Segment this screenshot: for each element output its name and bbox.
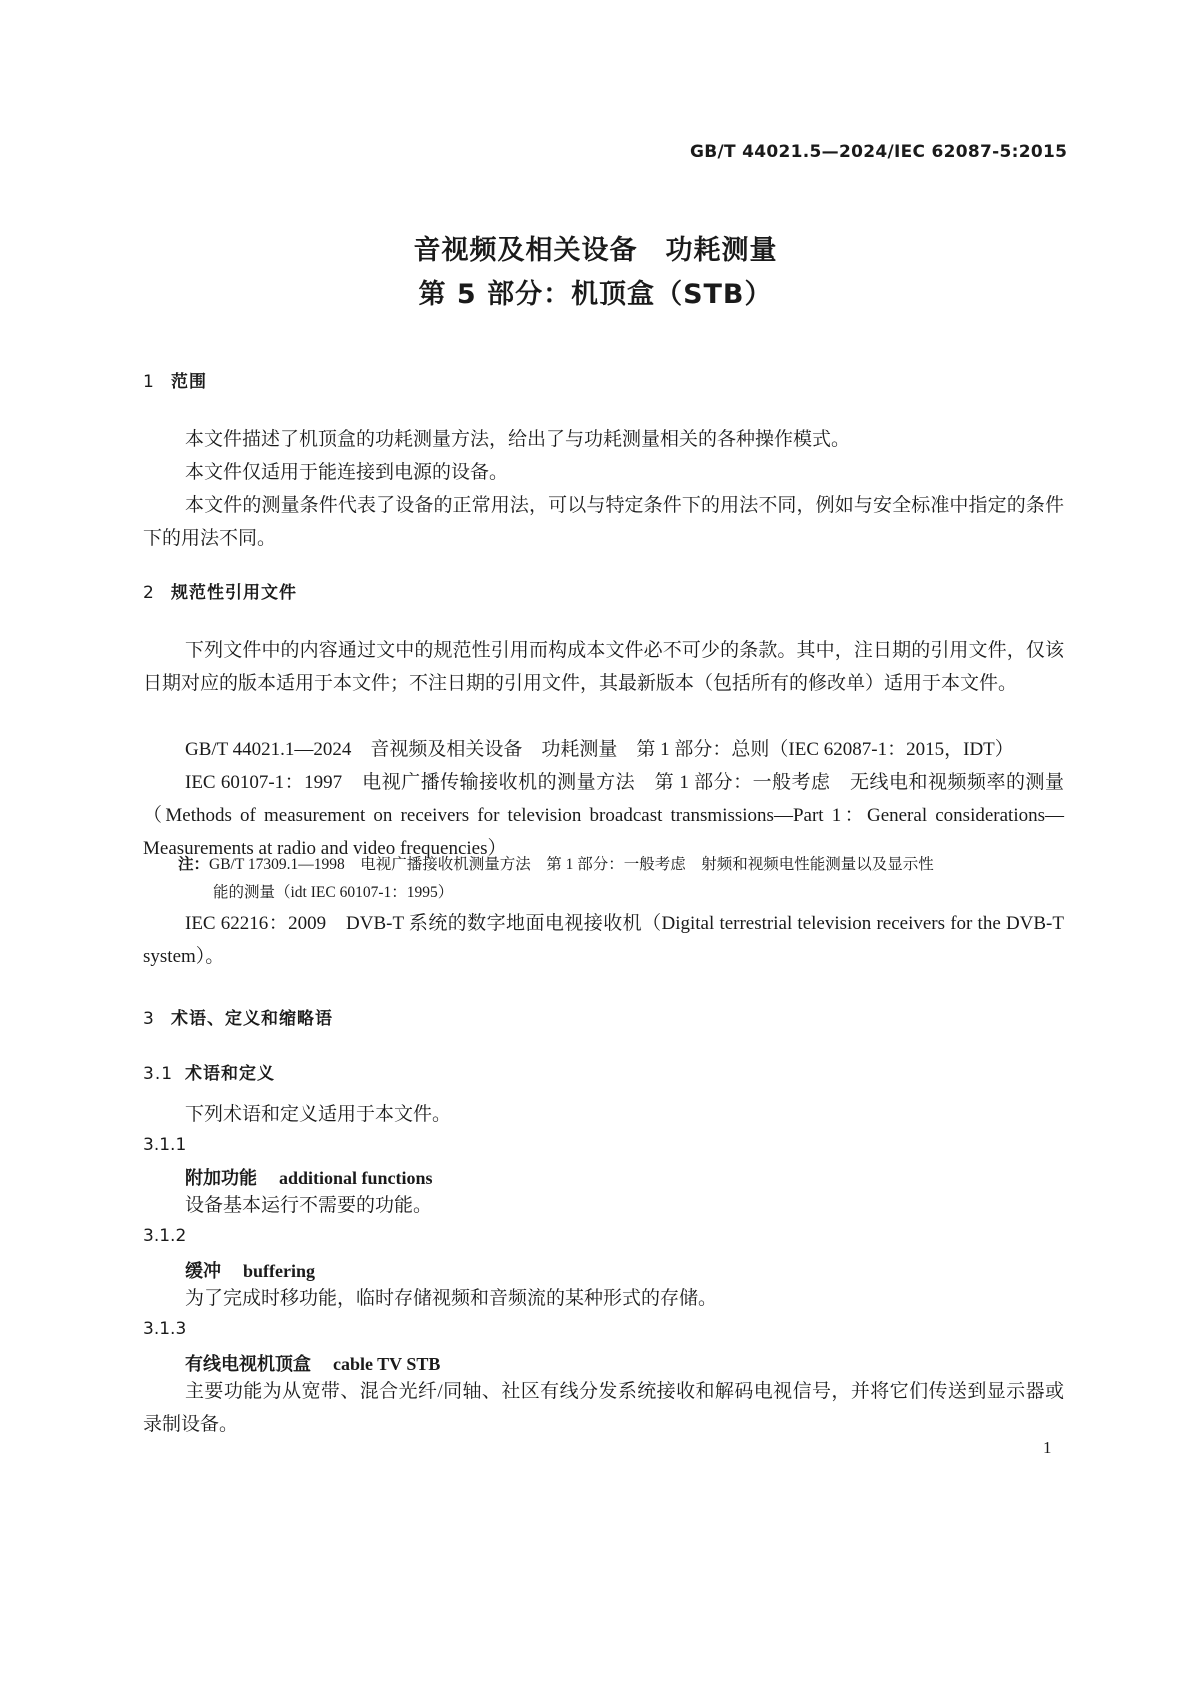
subsection-title: 术语和定义 (185, 1064, 275, 1084)
term-en: additional functions (279, 1168, 433, 1188)
section-2-intro: 下列文件中的内容通过文中的规范性引用而构成本文件必不可少的条款。其中，注日期的引用文件，仅该日期对应的版本适用于本文件；不注日期的引用文件，其最新版本（包括所有的修改单）适用于本文件。 (143, 640, 1064, 694)
subsection-intro: 下列术语和定义适用于本文件。 (185, 1104, 452, 1125)
page-number: 1 (1043, 1438, 1052, 1457)
section-1-heading (143, 367, 207, 392)
standard-number-header: GB/T 44021.5—2024/IEC 62087-5:2015 (690, 142, 1068, 162)
subsection-3-1-heading (143, 1059, 275, 1084)
note-text: GB/T 17309.1—1998 电视广播接收机测量方法 第 1 部分：一般考虑 射频和视频电性能测量以及显示性 (209, 856, 934, 873)
term-definition: 为了完成时移功能，临时存储视频和音频流的某种形式的存储。 (185, 1288, 718, 1309)
term-definition: 主要功能为从宽带、混合光纤/同轴、社区有线分发系统接收和解码电视信号，并将它们传送到显示器或录制设备。 (143, 1381, 1064, 1435)
term-definition: 设备基本运行不需要的功能。 (185, 1195, 433, 1216)
term-number: 3.1.3 (143, 1319, 187, 1339)
term-en: buffering (243, 1261, 315, 1281)
term-zh: 缓冲 (185, 1261, 221, 1282)
term-en: cable TV STB (333, 1354, 441, 1374)
section-number: 3 (143, 1009, 155, 1029)
term-zh: 有线电视机顶盒 (185, 1354, 311, 1375)
term-heading (185, 1257, 315, 1283)
normative-reference: GB/T 44021.1—2024 音视频及相关设备 功耗测量 第 1 部分：总则（IEC 62087-1：2015，IDT） (185, 739, 1014, 760)
section-number: 1 (143, 372, 155, 392)
term-number: 3.1.1 (143, 1135, 187, 1155)
section-2-heading (143, 578, 297, 603)
section-1-paragraph: 本文件描述了机顶盒的功耗测量方法，给出了与功耗测量相关的各种操作模式。 (185, 429, 851, 450)
term-zh: 附加功能 (185, 1168, 257, 1189)
document-title-line2: 第 5 部分：机顶盒（STB） (418, 279, 773, 310)
section-title: 术语、定义和缩略语 (171, 1009, 333, 1029)
section-number: 2 (143, 583, 155, 603)
section-3-heading (143, 1004, 333, 1029)
term-heading (185, 1164, 433, 1190)
section-1-paragraph: 本文件仅适用于能连接到电源的设备。 (185, 462, 509, 483)
normative-reference: IEC 60107-1：1997 电视广播传输接收机的测量方法 第 1 部分：一般考虑 无线电和视频频率的测量（Methods of measurement on receivers for television broadcast transmissions—Part 1：General considerations—Measurements at radio and video frequencies） (143, 772, 1064, 859)
note-label: 注： (178, 855, 210, 873)
normative-reference: IEC 62216：2009 DVB-T 系统的数字地面电视接收机（Digital terrestrial television receivers for the DVB-T system）。 (143, 913, 1064, 967)
subsection-number: 3.1 (143, 1064, 174, 1084)
reference-note-continued: 能的测量（idt IEC 60107-1：1995） (213, 884, 454, 901)
section-title: 范围 (171, 372, 207, 392)
section-1-paragraph: 本文件的测量条件代表了设备的正常用法，可以与特定条件下的用法不同，例如与安全标准中指定的条件下的用法不同。 (143, 495, 1064, 549)
section-title: 规范性引用文件 (171, 583, 297, 603)
term-heading (185, 1350, 440, 1376)
document-title-line1: 音视频及相关设备 功耗测量 (413, 235, 778, 266)
term-number: 3.1.2 (143, 1226, 187, 1246)
reference-note (178, 852, 934, 874)
